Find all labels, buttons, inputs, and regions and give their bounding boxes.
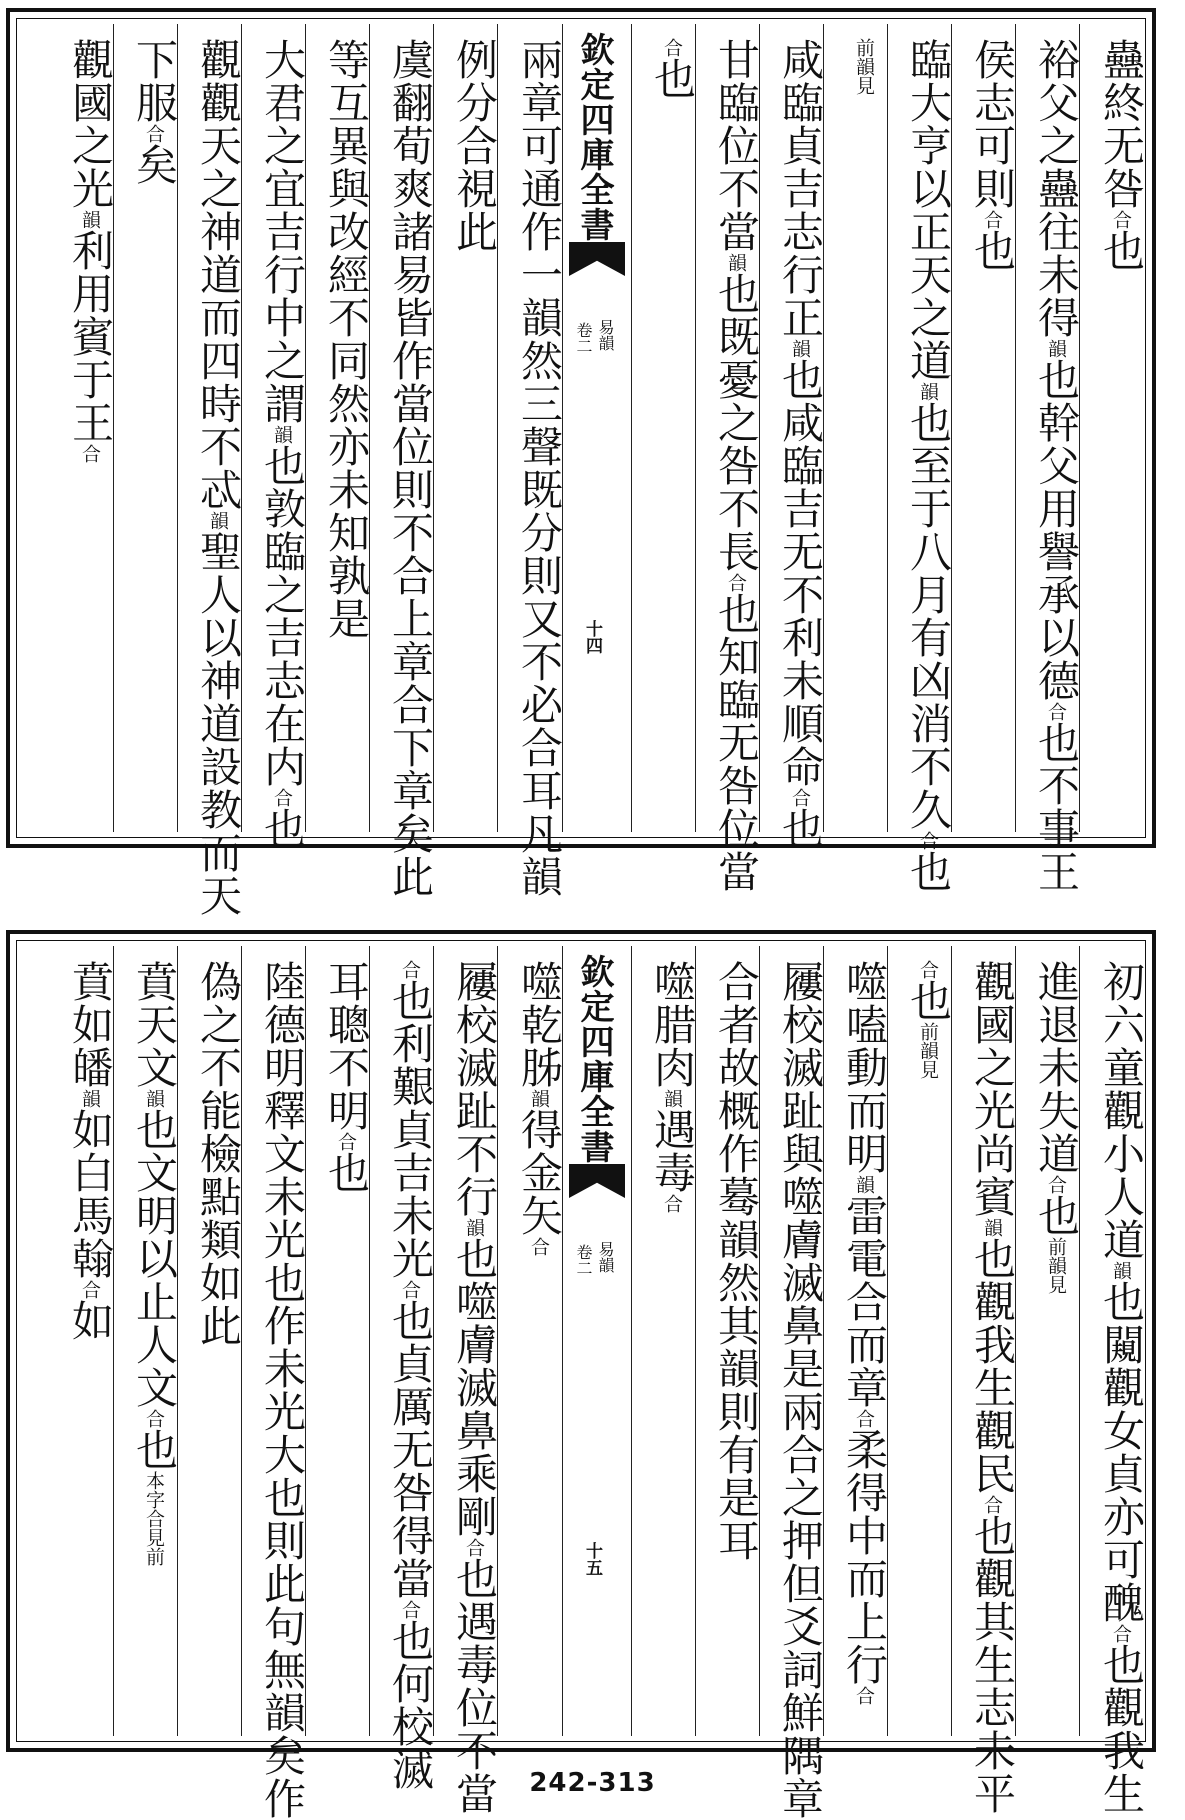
banner-book-name: 易韻 — [596, 319, 615, 351]
fish-tail-ornament-icon — [569, 1164, 625, 1198]
text-column — [370, 24, 435, 898]
main-text: 也觀其生志未平 — [968, 1514, 1017, 1815]
main-text: 噬腊肉 — [648, 960, 697, 1089]
banner-volume: 卷二 — [574, 322, 593, 354]
main-text: 也敦臨之吉志在内 — [258, 444, 307, 788]
rhyme-annotation: 合 — [1045, 1175, 1067, 1194]
banner-title: 欽定四庫全書 — [574, 954, 614, 1164]
main-text: 蠱終无咎 — [1097, 38, 1146, 210]
text-column — [434, 946, 499, 1815]
rhyme-annotation: 合 — [335, 1132, 357, 1151]
main-text: 也 — [648, 57, 697, 100]
main-text: 屨校滅趾不行 — [450, 960, 499, 1218]
main-text: 噬嗑動而明 — [840, 960, 889, 1175]
main-text: 也 — [776, 807, 825, 850]
rhyme-annotation: 韻 — [271, 425, 293, 444]
rhyme-annotation: 前韻見 — [853, 38, 875, 95]
rhyme-annotation: 合 — [528, 1237, 550, 1256]
main-text: 也 — [130, 1428, 179, 1471]
text-column — [114, 946, 178, 1736]
rhyme-annotation: 合 — [981, 210, 1003, 229]
text-column — [888, 946, 952, 1736]
text-column — [178, 24, 243, 917]
rhyme-annotation: 合 — [463, 1538, 485, 1557]
rhyme-annotation: 韻 — [79, 1089, 101, 1108]
rhyme-annotation: 合 — [853, 1686, 875, 1705]
main-text: 臨大亨以正天之道 — [904, 38, 953, 382]
main-text: 賁如皤 — [66, 960, 115, 1089]
main-text: 觀觀天之神道而四時不忒 — [194, 38, 243, 511]
text-column — [370, 946, 435, 1791]
main-text: 柔得中而上行 — [840, 1428, 889, 1686]
banner-column — [562, 24, 632, 832]
rhyme-annotation: 韻 — [528, 1089, 550, 1108]
rhyme-annotation: 合 — [399, 960, 421, 979]
main-text: 也貞厲无咎得當 — [386, 1299, 435, 1600]
rhyme-annotation: 韻 — [917, 382, 939, 401]
text-column — [760, 24, 825, 850]
main-text: 也文明以止人文 — [130, 1108, 179, 1409]
main-text: 也幹父用譽承以德 — [1032, 358, 1081, 702]
rhyme-annotation: 韻 — [463, 1218, 485, 1237]
main-text: 等互異與改經不同然亦未知孰是 — [322, 38, 371, 640]
rhyme-annotation: 韻 — [143, 1089, 165, 1108]
rhyme-annotation: 合 — [399, 1280, 421, 1299]
main-text: 也 — [1097, 229, 1146, 272]
main-text: 也利艱貞吉未光 — [386, 979, 435, 1280]
text-column — [824, 24, 888, 832]
main-text: 進退未失道 — [1032, 960, 1081, 1175]
text-column — [824, 946, 888, 1736]
rhyme-annotation: 合 — [917, 831, 939, 850]
text-column — [498, 24, 564, 898]
rhyme-annotation: 韻 — [789, 339, 811, 358]
main-text: 也知臨无咎位當 — [712, 592, 761, 893]
main-text: 也 — [968, 229, 1017, 272]
main-text: 也咸臨吉无不利未順命 — [776, 358, 825, 788]
main-text: 耳聰不明 — [322, 960, 371, 1132]
text-column — [306, 946, 370, 1736]
main-text: 遇毒 — [648, 1108, 697, 1194]
top-folio-page — [6, 8, 1156, 917]
main-text: 偽之不能檢點類如此 — [194, 960, 243, 1347]
main-text: 如 — [66, 1299, 115, 1342]
main-text: 甘臨位不當 — [712, 38, 761, 253]
main-text: 虞翻荀爽諸易皆作當位則不合上章合下章矣此 — [386, 38, 435, 898]
rhyme-annotation: 合 — [399, 1600, 421, 1619]
banner-page-number: 十四 — [582, 620, 602, 654]
rhyme-annotation: 合 — [661, 1194, 683, 1213]
rhyme-annotation: 前韻見 — [1045, 1237, 1067, 1294]
text-column — [1080, 946, 1146, 1815]
text-column — [306, 24, 370, 832]
rhyme-annotation: 合 — [1110, 1624, 1132, 1643]
rhyme-annotation: 韻 — [725, 253, 747, 272]
rhyme-annotation: 合 — [917, 960, 939, 979]
rhyme-annotation: 合 — [725, 573, 747, 592]
main-text: 也遇毒位不當 — [450, 1557, 499, 1815]
rhyme-annotation: 合 — [79, 1280, 101, 1299]
main-text: 觀國之光尚賓 — [968, 960, 1017, 1218]
main-text: 如白馬翰 — [66, 1108, 115, 1280]
rhyme-annotation: 合 — [79, 444, 101, 463]
main-text: 也 — [904, 979, 953, 1022]
text-column — [50, 946, 114, 1736]
rhyme-annotation: 合 — [1045, 702, 1067, 721]
banner-book-name: 易韻 — [596, 1241, 615, 1273]
text-column — [178, 946, 242, 1736]
banner-column — [562, 946, 632, 1736]
rhyme-annotation: 韻 — [1110, 1261, 1132, 1280]
text-column — [632, 946, 696, 1736]
main-text: 也至于八月有凶消不久 — [904, 401, 953, 831]
rhyme-annotation: 韻 — [1045, 339, 1067, 358]
main-text: 也觀我生觀民 — [968, 1237, 1017, 1495]
rhyme-annotation: 本字合見前 — [143, 1471, 165, 1566]
main-text: 雷電合而章 — [840, 1194, 889, 1409]
text-column — [696, 24, 761, 893]
rhyme-annotation: 韻 — [79, 210, 101, 229]
text-column — [760, 946, 825, 1820]
main-text: 也觀我生 — [1097, 1643, 1146, 1815]
rhyme-annotation: 韻 — [853, 1175, 875, 1194]
main-text: 初六童觀小人道 — [1097, 960, 1146, 1261]
text-column — [242, 946, 307, 1820]
rhyme-annotation: 合 — [1110, 210, 1132, 229]
main-text: 噬乾胏 — [515, 960, 564, 1089]
main-text: 也既憂之咎不長 — [712, 272, 761, 573]
main-text: 聖人以神道設教而天 — [194, 530, 243, 917]
text-column — [498, 946, 562, 1736]
main-text: 下服 — [130, 38, 179, 124]
main-text: 屨校滅趾與噬膚滅鼻是兩合之押但爻詞鮮隅章 — [776, 960, 825, 1820]
banner-volume: 卷二 — [574, 1244, 593, 1276]
main-text: 例分合視此 — [450, 38, 499, 253]
rhyme-annotation: 合 — [853, 1409, 875, 1428]
text-column — [50, 24, 114, 832]
rhyme-annotation: 合 — [271, 788, 293, 807]
text-column — [952, 24, 1016, 832]
text-column — [1016, 946, 1080, 1736]
rhyme-annotation: 韻 — [661, 1089, 683, 1108]
banner-title: 欽定四庫全書 — [574, 32, 614, 242]
rhyme-annotation: 合 — [789, 788, 811, 807]
main-text: 大君之宜吉行中之謂 — [258, 38, 307, 425]
main-text: 兩章可通作一韻然三聲既分則又不必合耳凡韻 — [515, 38, 564, 898]
main-text: 也 — [904, 850, 953, 893]
rhyme-annotation: 前韻見 — [917, 1022, 939, 1079]
rhyme-annotation: 合 — [143, 1409, 165, 1428]
main-text: 也 — [258, 807, 307, 850]
text-column — [1080, 24, 1144, 832]
page-number: 242-313 — [529, 1768, 656, 1798]
main-text: 也 — [322, 1151, 371, 1194]
main-text: 陸德明釋文未光也作未光大也則此句無韻矣作 — [258, 960, 307, 1820]
main-text: 也闚觀女貞亦可醜 — [1097, 1280, 1146, 1624]
main-text: 賁天文 — [130, 960, 179, 1089]
text-column — [888, 24, 953, 893]
main-text: 觀國之光 — [66, 38, 115, 210]
main-text: 合者故概作蓦韻然其韻則有是耳 — [712, 960, 761, 1562]
main-text: 也 — [1032, 1194, 1081, 1237]
main-text: 也不事王 — [1032, 721, 1081, 893]
main-text: 也噬膚滅鼻乘剛 — [450, 1237, 499, 1538]
main-text: 也何校滅 — [386, 1619, 435, 1791]
main-text: 得金矢 — [515, 1108, 564, 1237]
text-column — [1016, 24, 1081, 893]
text-column — [952, 946, 1017, 1815]
text-column — [434, 24, 498, 832]
rhyme-annotation: 合 — [661, 38, 683, 57]
main-text: 侯志可則 — [968, 38, 1017, 210]
rhyme-annotation: 合 — [143, 124, 165, 143]
banner-page-number: 十五 — [582, 1542, 602, 1576]
rhyme-annotation: 合 — [981, 1495, 1003, 1514]
main-text: 咸臨貞吉志行正 — [776, 38, 825, 339]
main-text: 利用賓于王 — [66, 229, 115, 444]
text-column — [242, 24, 307, 850]
main-text: 裕父之蠱往未得 — [1032, 38, 1081, 339]
text-column — [696, 946, 760, 1736]
main-text: 矣 — [130, 143, 179, 186]
fish-tail-ornament-icon — [569, 242, 625, 276]
text-column — [632, 24, 696, 832]
rhyme-annotation: 韻 — [981, 1218, 1003, 1237]
text-column — [114, 24, 178, 832]
rhyme-annotation: 韻 — [207, 511, 229, 530]
